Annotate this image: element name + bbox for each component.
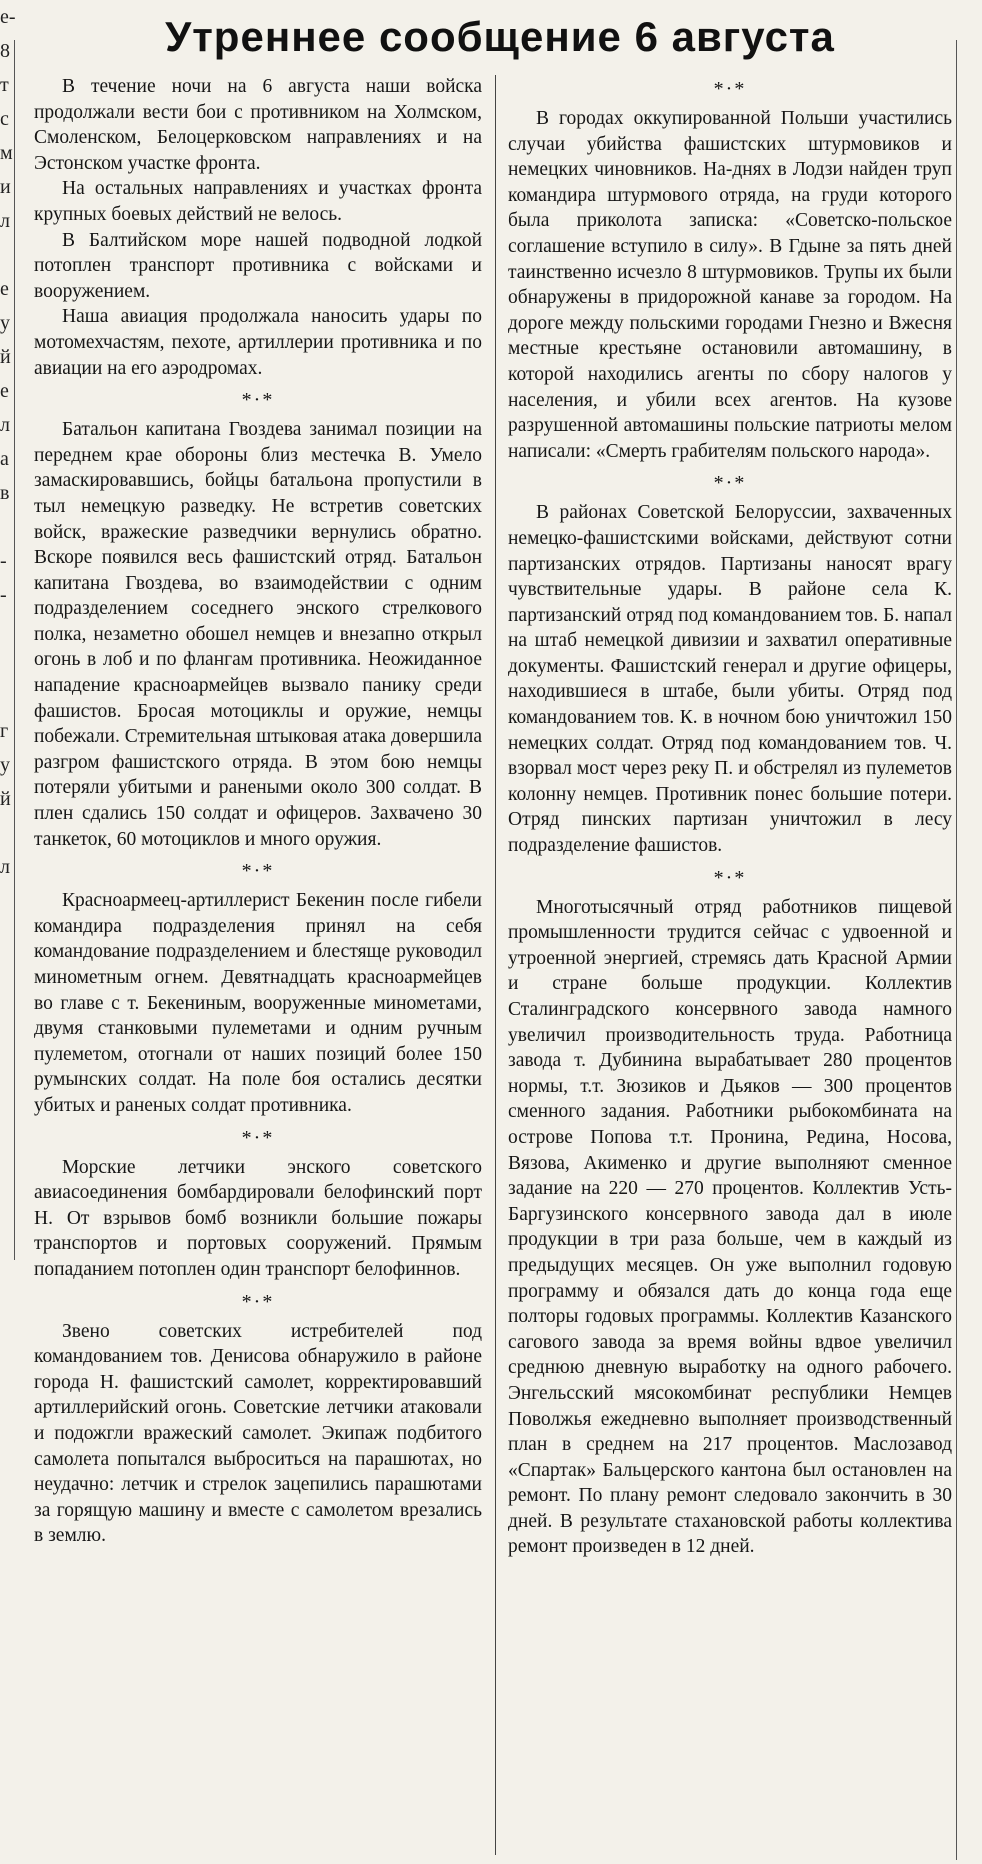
edge-text-fragment <box>956 544 982 578</box>
article-paragraph: В городах оккупированной Польши участились случаи убийства фашистских штурмовиков и немецких чиновников. На-днях в Лодзи найден труп командира штурмового отряда, на груди которого была приколота записка: «Советско-польское соглашение вступило в силу». В Гдыне за пять дней таинственно исчезло 8 штурмовиков. Трупы их были обнаружены в придорожной канаве за городом. На дороге между польскими городами Гнезно и Вжесня местные крестьяне остановили автомашину, в которой находились агенты по сбору налогов у населения, и убили всех агентов. На кузове разрушенной автомашины польские патриоты мелом написали: «Смерть грабителям польского народа». <box>508 108 952 462</box>
edge-text-fragment <box>956 1360 982 1394</box>
edge-text-fragment <box>956 272 982 306</box>
edge-text-fragment <box>956 1428 982 1462</box>
edge-text-fragment <box>956 646 982 680</box>
edge-text-fragment <box>956 1292 982 1326</box>
article-paragraph: Батальон капитана Гвоздева занимал позиции на переднем крае обороны близ местечка В. Умело замаскировавшись, бойцы батальона пропустили в тыл немецкую разведку. Не встретив советских войск, вражеские разведчики вернулись обратно. Вскоре появился весь фашистский отряд. Батальон капитана Гвоздева, во взаимодействии с одним подразделением соседнего энского стрелкового полка, незаметно обошел немцев и внезапно открыл огонь в лоб и по флангам противника. Неожиданное нападение красноармейцев вызвало панику среди фашистов. Бросая мотоциклы и оружие, немцы побежали. Стремительная штыковая атака довершила разгром фашистского отряда. В этом бою немцы потеряли убитыми и ранеными около 300 солдат. В плен сдались 150 солдат и офицеров. Захвачено 30 танкеток, 60 мотоциклов и много оружия. <box>34 419 482 850</box>
edge-text-fragment <box>956 612 982 646</box>
edge-text-fragment <box>956 918 982 952</box>
edge-text-fragment: 8 <box>0 40 10 62</box>
edge-text-fragment <box>956 1734 982 1768</box>
edge-text-fragment <box>956 1564 982 1598</box>
edge-text-fragment: е <box>0 278 9 300</box>
article-paragraph: На остальных направлениях и участках фронта крупных боевых действий не велось. <box>34 178 482 225</box>
edge-text-fragment <box>956 1020 982 1054</box>
edge-text-fragment <box>956 1122 982 1156</box>
article-paragraph: Многотысячный отряд работников пищевой промышленности трудится сейчас с удвоенной и утроенной энергией, стремясь дать Красной Армии и стране больше продукции. Коллектив Сталинградского консервного завода намного увеличил производительность труда. Работница завода т. Дубинина вырабатывает 280 процентов нормы, т.т. Зюзиков и Дьяков — 300 процентов сменного задания. Работники рыбокомбината на острове Попова т.т. Пронина, Редина, Носова, Вязова, Акименко и другие выполняют сменное задание на 220 — 270 процентов. Коллектив Усть-Баргузинского консервного завода дал в июле продукции в три раза больше, чем в каждый из предыдущих месяцев. Он уже выполнил годовую программу и обязался дать до конца года еще полторы годовых программы. Коллектив Казанского сагового завода за время войны вдвое увеличил среднюю дневную выработку на одного рабочего. Энгельсский мясокомбинат республики Немцев Поволжья ежедневно выполняет производственный план в среднем на 217 процентов. Маслозавод «Спартак» Бальцерского кантона был остановлен на ремонт. По плану ремонт следовало закончить в 30 дней. В результате стахановской работы коллектива ремонт произведен в 12 дней. <box>508 896 952 1558</box>
edge-text-fragment: - <box>0 550 7 572</box>
edge-text-fragment: е- <box>0 6 16 28</box>
article-title: Утреннее сообщение 6 августа <box>165 13 835 60</box>
edge-text-fragment <box>956 238 982 272</box>
section-separator: *·* <box>713 472 747 495</box>
edge-text-fragment: й <box>0 788 11 810</box>
edge-text-fragment <box>956 408 982 442</box>
article-paragraph: В течение ночи на 6 августа наши войска продолжали вести бои с противником на Холмском, Смоленском, Белоцерковском направлениях и на Эстонском участке фронта. <box>34 76 482 174</box>
left-column-rule <box>14 40 15 1260</box>
edge-text-fragment <box>956 782 982 816</box>
edge-text-fragment <box>956 1224 982 1258</box>
edge-text-fragment <box>956 986 982 1020</box>
edge-text-fragment <box>956 1598 982 1632</box>
edge-text-fragment: й <box>0 346 11 368</box>
edge-text-fragment: а <box>0 448 9 470</box>
edge-text-fragment <box>956 0 982 34</box>
section-separator: *·* <box>241 860 275 883</box>
edge-text-fragment <box>956 1666 982 1700</box>
edge-text-fragment: г <box>0 720 9 742</box>
right-text-column <box>508 70 952 1560</box>
edge-text-fragment <box>956 1190 982 1224</box>
article-paragraph: В районах Советской Белоруссии, захваченных немецко-фашистскими войсками, действуют сотни партизанских отрядов. Партизаны наносят врагу чувствительные удары. В районе села К. партизанский отряд под командованием тов. Б. напал на штаб немецкой дивизии и захватил оперативные документы. Фашистский генерал и другие офицеры, находившиеся в штабе, были убиты. Отряд под командованием тов. К. в ночном бою уничтожил 150 немецких солдат. Отряд под командованием тов. Ч. взорвал мост через реку П. и обстрелял из пулеметов колонну немцев. Противник понес большие потери. Отряд пинских партизан уничтожил в лесу подразделение фашистов. <box>508 502 952 857</box>
edge-text-fragment: с <box>0 108 9 130</box>
article-paragraph: В Балтийском море нашей подводной лодкой потоплен транспорт противника с войсками и вооружением. <box>34 229 482 302</box>
edge-text-fragment: - <box>0 584 7 606</box>
right-edge-column-fragments <box>956 0 982 1864</box>
edge-text-fragment <box>956 1700 982 1734</box>
edge-text-fragment: м <box>0 142 13 164</box>
edge-text-fragment <box>956 748 982 782</box>
edge-text-fragment <box>956 204 982 238</box>
edge-text-fragment: л <box>0 414 10 436</box>
edge-text-fragment: у <box>0 312 10 334</box>
article-paragraph: Морские летчики энского советского авиасоединения бомбардировали белофинский порт Н. От взрывов бомб возникли большие пожары транспортов и портовых сооружений. Прямым попаданием потоплен один транспорт белофиннов. <box>34 1156 482 1280</box>
section-separator: *·* <box>241 1290 275 1313</box>
edge-text-fragment <box>956 578 982 612</box>
edge-text-fragment <box>956 1802 982 1836</box>
edge-text-fragment <box>956 34 982 68</box>
edge-text-fragment: л <box>0 856 10 878</box>
edge-text-fragment: т <box>0 74 9 96</box>
edge-text-fragment <box>956 1326 982 1360</box>
edge-text-fragment <box>956 1530 982 1564</box>
edge-text-fragment <box>956 1156 982 1190</box>
edge-text-fragment: в <box>0 482 10 504</box>
edge-text-fragment: л <box>0 210 10 232</box>
edge-text-fragment <box>956 680 982 714</box>
edge-text-fragment <box>956 340 982 374</box>
edge-text-fragment <box>956 102 982 136</box>
article-paragraph: Звено советских истребителей под командованием тов. Денисова обнаружило в районе города Н. фашистский самолет, корректировавший артиллерийский огонь. Советские летчики атаковали и подожгли вражеский самолет. Экипаж подбитого самолета попытался выброситься на парашютах, но неудачно: летчик и стрелок зацепились парашютами за горящую машину и вместе с самолетом врезались в землю. <box>34 1320 482 1547</box>
edge-text-fragment <box>956 170 982 204</box>
edge-text-fragment <box>956 476 982 510</box>
article-paragraph: Наша авиация продолжала наносить удары по мотомехчастям, пехоте, артиллерии противника и по авиации на его аэродромах. <box>34 306 482 379</box>
edge-text-fragment: и <box>0 176 11 198</box>
edge-text-fragment <box>956 1394 982 1428</box>
edge-text-fragment <box>956 1258 982 1292</box>
middle-column-rule <box>495 75 496 1855</box>
edge-text-fragment <box>956 510 982 544</box>
edge-text-fragment <box>956 1054 982 1088</box>
edge-text-fragment <box>956 1768 982 1802</box>
edge-text-fragment <box>956 374 982 408</box>
edge-text-fragment <box>956 306 982 340</box>
section-separator: *·* <box>713 866 747 889</box>
edge-text-fragment <box>956 714 982 748</box>
section-separator: *·* <box>241 389 275 412</box>
edge-text-fragment <box>956 1496 982 1530</box>
edge-text-fragment <box>956 884 982 918</box>
edge-text-fragment: у <box>0 754 10 776</box>
edge-text-fragment <box>956 442 982 476</box>
edge-text-fragment: е <box>0 380 9 402</box>
edge-text-fragment <box>956 816 982 850</box>
edge-text-fragment <box>956 1088 982 1122</box>
left-text-column <box>34 74 482 1549</box>
section-separator: *·* <box>241 1126 275 1149</box>
edge-text-fragment <box>956 850 982 884</box>
edge-text-fragment <box>956 68 982 102</box>
edge-text-fragment <box>956 136 982 170</box>
article-paragraph: Красноармеец-артиллерист Бекенин после гибели командира подразделения принял на себя командование подразделением и блестяще руководил минометным огнем. Девятнадцать красноармейцев во главе с т. Бекениным, вооруженные минометами, двумя станковыми пулеметами и одним ручным пулеметом, отогнали от наших позиций более 150 румынских солдат. На поле боя остались десятки убитых и раненых солдат противника. <box>34 890 482 1116</box>
edge-text-fragment <box>956 952 982 986</box>
edge-text-fragment <box>956 1632 982 1666</box>
edge-text-fragment <box>956 1462 982 1496</box>
section-separator: *·* <box>713 78 747 100</box>
